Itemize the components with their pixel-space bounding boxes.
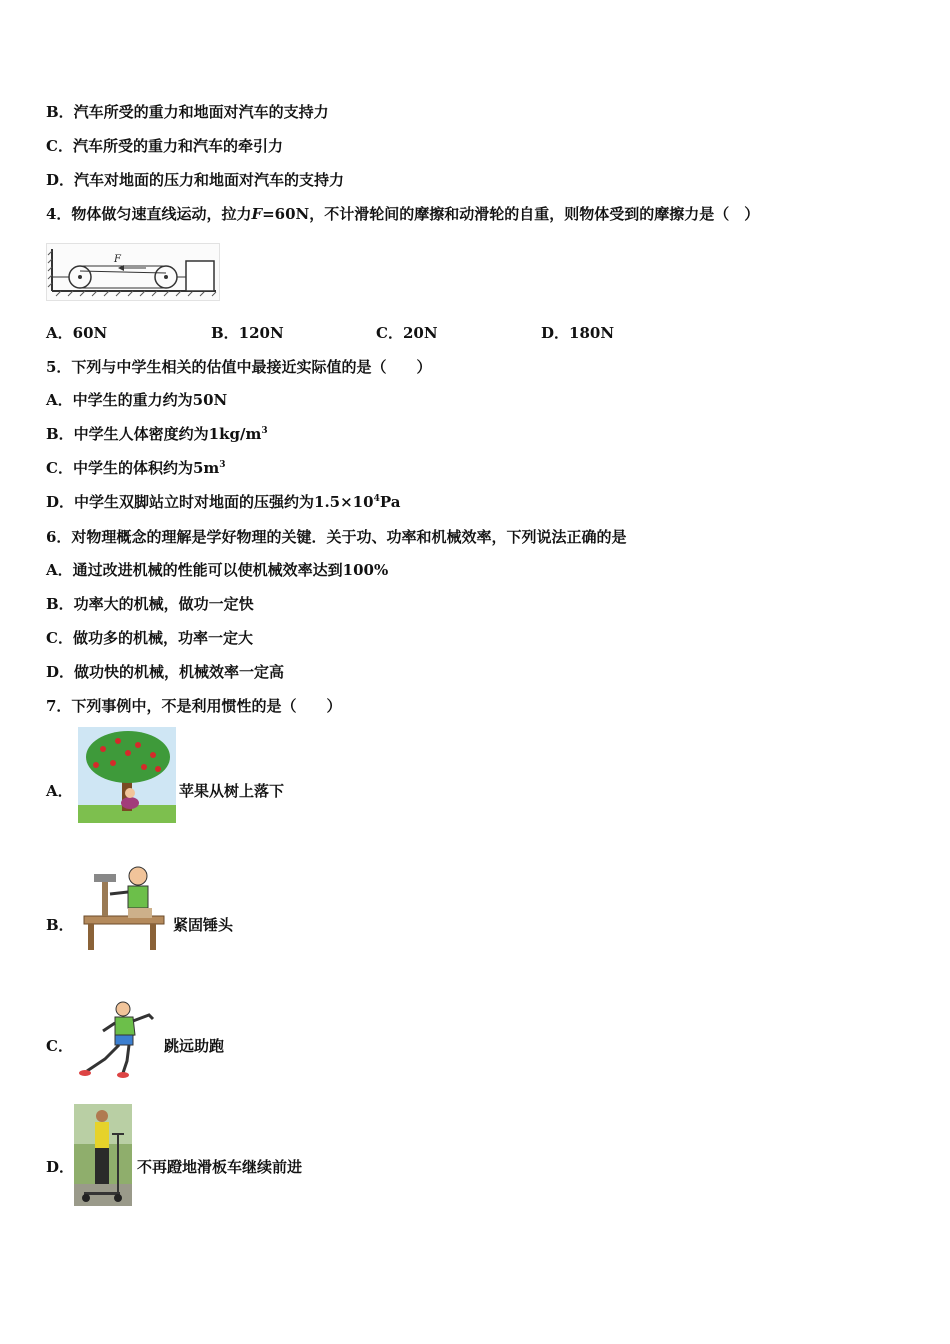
person-head xyxy=(125,788,135,798)
q3-option-c: C．汽车所受的重力和汽车的牵引力 xyxy=(46,137,283,155)
q5-option-b-text: B．中学生人体密度约为1kg/m xyxy=(46,425,262,443)
runner-shirt xyxy=(115,1017,135,1037)
apple-tree-image xyxy=(78,727,176,823)
q5-option-d-sup: 4 xyxy=(373,494,380,504)
q7-option-a-letter: A． xyxy=(46,782,73,800)
rider-shirt xyxy=(95,1122,109,1148)
q7-stem: 7．下列事例中，不是利用惯性的是（ ） xyxy=(46,697,342,715)
force-label: F xyxy=(114,254,121,265)
q7-option-b-letter: B． xyxy=(46,916,74,934)
person-shirt xyxy=(128,886,148,908)
sitting-person xyxy=(121,797,139,809)
bench-leg-right xyxy=(150,924,156,950)
scooter-image xyxy=(74,1104,132,1206)
block xyxy=(186,261,214,291)
q5-option-a: A．中学生的重力约为50N xyxy=(46,391,228,409)
q5-option-b-sup: 3 xyxy=(261,426,268,436)
person-head xyxy=(129,867,147,885)
runner-head xyxy=(116,1002,130,1016)
q7-option-c-text: 跳远助跑 xyxy=(164,1037,225,1055)
q5-option-d xyxy=(46,492,400,512)
q6-option-b: B．功率大的机械，做功一定快 xyxy=(46,595,254,613)
q5-option-b xyxy=(46,424,268,444)
q4-option-d: D．180N xyxy=(541,324,615,342)
q7-option-b-text: 紧固锤头 xyxy=(173,916,234,934)
rider-head xyxy=(96,1110,108,1122)
q4-stem-post: =60N，不计滑轮间的摩擦和动滑轮的自重，则物体受到的摩擦力是（ ） xyxy=(262,205,760,223)
q3-option-d: D．汽车对地面的压力和地面对汽车的支持力 xyxy=(46,171,345,189)
fixed-pulley-axle xyxy=(78,275,82,279)
q3-option-b: B．汽车所受的重力和地面对汽车的支持力 xyxy=(46,103,329,121)
runner-image xyxy=(77,999,157,1079)
q6-stem: 6．对物理概念的理解是学好物理的关键．关于功、功率和机械效率，下列说法正确的是 xyxy=(46,528,627,546)
q6-option-a: A．通过改进机械的性能可以使机械效率达到100% xyxy=(46,561,389,579)
q4-option-a: A．60N xyxy=(46,324,108,342)
q4-stem-var: F xyxy=(251,205,263,223)
q4-option-c: C．20N xyxy=(376,324,438,342)
q7-option-d-letter: D． xyxy=(46,1158,75,1176)
runner-shoe-front xyxy=(117,1072,129,1078)
q7-option-a-text: 苹果从树上落下 xyxy=(179,782,285,800)
q5-option-c-sup: 3 xyxy=(219,460,226,470)
person-legs xyxy=(128,908,152,918)
runner-shoe-back xyxy=(79,1070,91,1076)
q5-stem: 5．下列与中学生相关的估值中最接近实际值的是（ ） xyxy=(46,358,432,376)
scooter-wheel-front xyxy=(114,1194,122,1202)
q6-option-d: D．做功快的机械，机械效率一定高 xyxy=(46,663,285,681)
q6-option-c: C．做功多的机械，功率一定大 xyxy=(46,629,253,647)
q4-stem xyxy=(46,204,759,224)
q7-option-d-text: 不再蹬地滑板车继续前进 xyxy=(137,1158,303,1176)
scooter-wheel-back xyxy=(82,1194,90,1202)
scooter-deck xyxy=(84,1192,120,1195)
q7-option-c-letter: C． xyxy=(46,1037,73,1055)
hammer-handle xyxy=(102,878,108,916)
q5-option-c xyxy=(46,458,226,478)
tree-canopy xyxy=(86,731,170,783)
hammer-image xyxy=(80,864,170,954)
q5-option-d-unit: Pa xyxy=(379,493,401,511)
rider-pants xyxy=(95,1148,109,1184)
pulley-figure xyxy=(46,243,220,301)
q4-stem-pre: 4．物体做匀速直线运动，拉力 xyxy=(46,205,252,223)
movable-pulley-axle xyxy=(164,275,168,279)
q5-option-d-text: D．中学生双脚站立时对地面的压强约为1.5×10 xyxy=(46,493,374,511)
runner-shorts xyxy=(115,1035,133,1045)
q5-option-c-text: C．中学生的体积约为5m xyxy=(46,459,220,477)
bench-leg-left xyxy=(88,924,94,950)
q4-option-b: B．120N xyxy=(211,324,284,342)
person-arm xyxy=(110,892,128,894)
hammer-head xyxy=(94,874,116,882)
